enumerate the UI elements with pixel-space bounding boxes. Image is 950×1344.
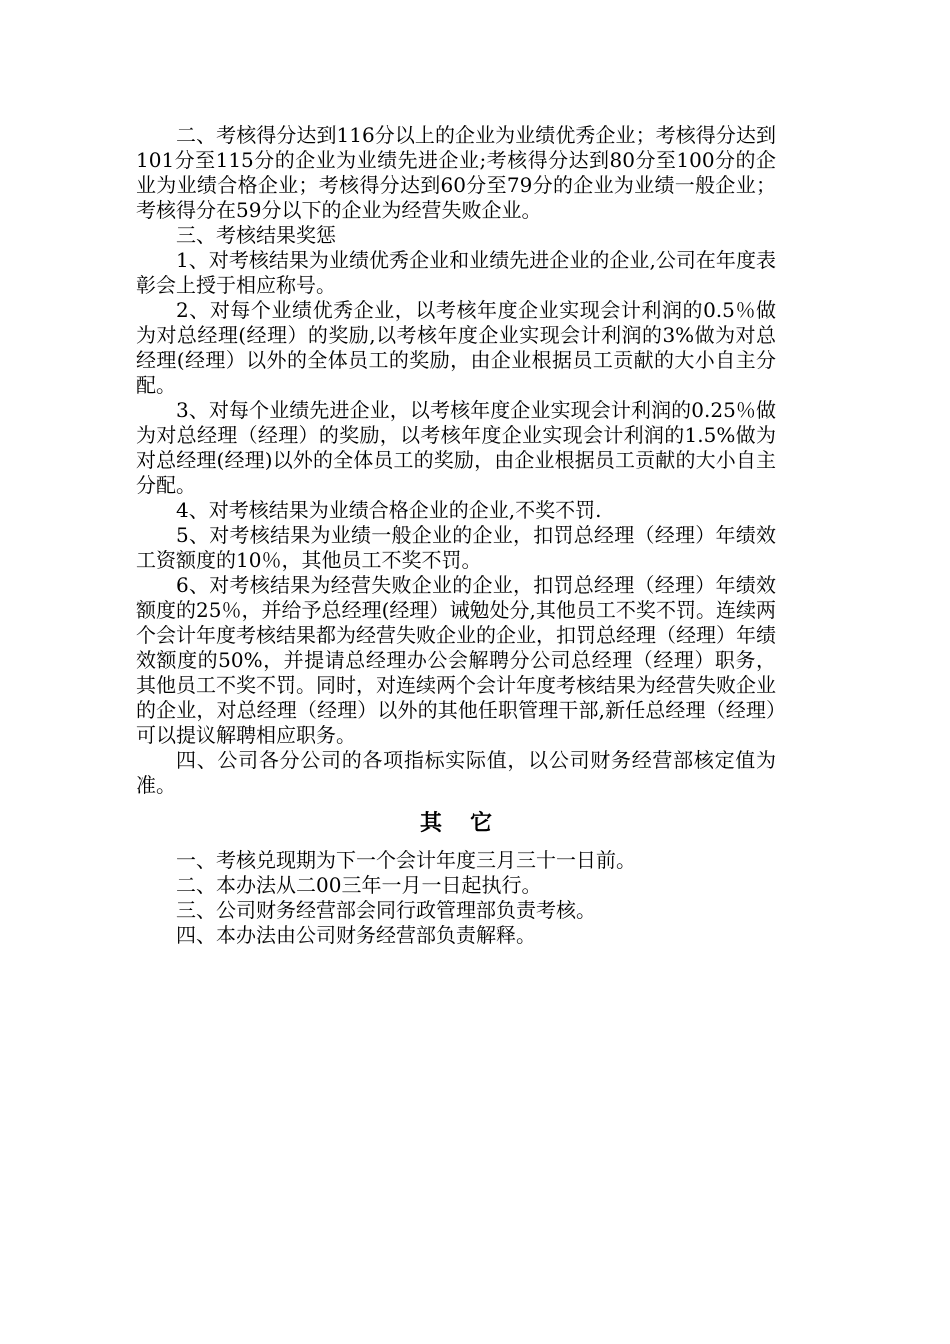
paragraph-rewards-heading: 三、考核结果奖惩	[176, 223, 336, 247]
paragraph-score-grades: 二、考核得分达到116分以上的企业为业绩优秀企业；考核得分达到101分至115分的企业为业绩先进企业;考核得分达到80分至100分的企业为业绩合格企业；考核得分达到60分至79分的企业为业绩一般企业；考核得分在59分以下的企业为经营失败企业。	[136, 123, 776, 222]
paragraph-reward-1: 1、对考核结果为业绩优秀企业和业绩先进企业的企业,公司在年度表彰会上授于相应称号。	[136, 248, 776, 297]
paragraph-other-3: 三、公司财务经营部会同行政管理部负责考核。	[176, 898, 596, 922]
paragraph-reward-2: 2、对每个业绩优秀企业，以考核年度企业实现会计利润的0.5％做为对总经理(经理）的奖励,以考核年度企业实现会计利润的3%做为对总经理(经理）以外的全体员工的奖励，由企业根据员工贡献的大小自主分配。	[136, 298, 776, 397]
document-page	[136, 123, 776, 948]
paragraph-other-2: 二、本办法从二00三年一月一日起执行。	[176, 873, 542, 897]
paragraph-other-4: 四、本办法由公司财务经营部负责解释。	[176, 923, 536, 947]
paragraph-reward-3: 3、对每个业绩先进企业，以考核年度企业实现会计利润的0.25％做为对总经理（经理）的奖励，以考核年度企业实现会计利润的1.5%做为对总经理(经理)以外的全体员工的奖励，由企业根据员工贡献的大小自主分配。	[136, 398, 776, 497]
paragraph-reward-4: 4、对考核结果为业绩合格企业的企业,不奖不罚.	[176, 498, 602, 522]
section-assessment-rules	[136, 123, 776, 798]
section-other	[136, 848, 776, 948]
paragraph-indicator-values: 四、公司各分公司的各项指标实际值，以公司财务经营部核定值为准。	[136, 748, 776, 797]
paragraph-reward-5: 5、对考核结果为业绩一般企业的企业，扣罚总经理（经理）年绩效工资额度的10％，其他员工不奖不罚。	[136, 523, 776, 572]
paragraph-reward-6: 6、对考核结果为经营失败企业的企业，扣罚总经理（经理）年绩效额度的25％，并给予总经理(经理）诫勉处分,其他员工不奖不罚。连续两个会计年度考核结果都为经营失败企业的企业，扣罚总经理（经理）年绩效额度的50%，并提请总经理办公会解聘分公司总经理（经理）职务，其他员工不奖不罚。同时，对连续两个会计年度考核结果为经营失败企业的企业，对总经理（经理）以外的其他任职管理干部,新任总经理（经理）可以提议解聘相应职务。	[136, 573, 776, 747]
paragraph-other-1: 一、考核兑现期为下一个会计年度三月三十一日前。	[176, 848, 636, 872]
section-heading-other: 其它	[419, 811, 520, 836]
